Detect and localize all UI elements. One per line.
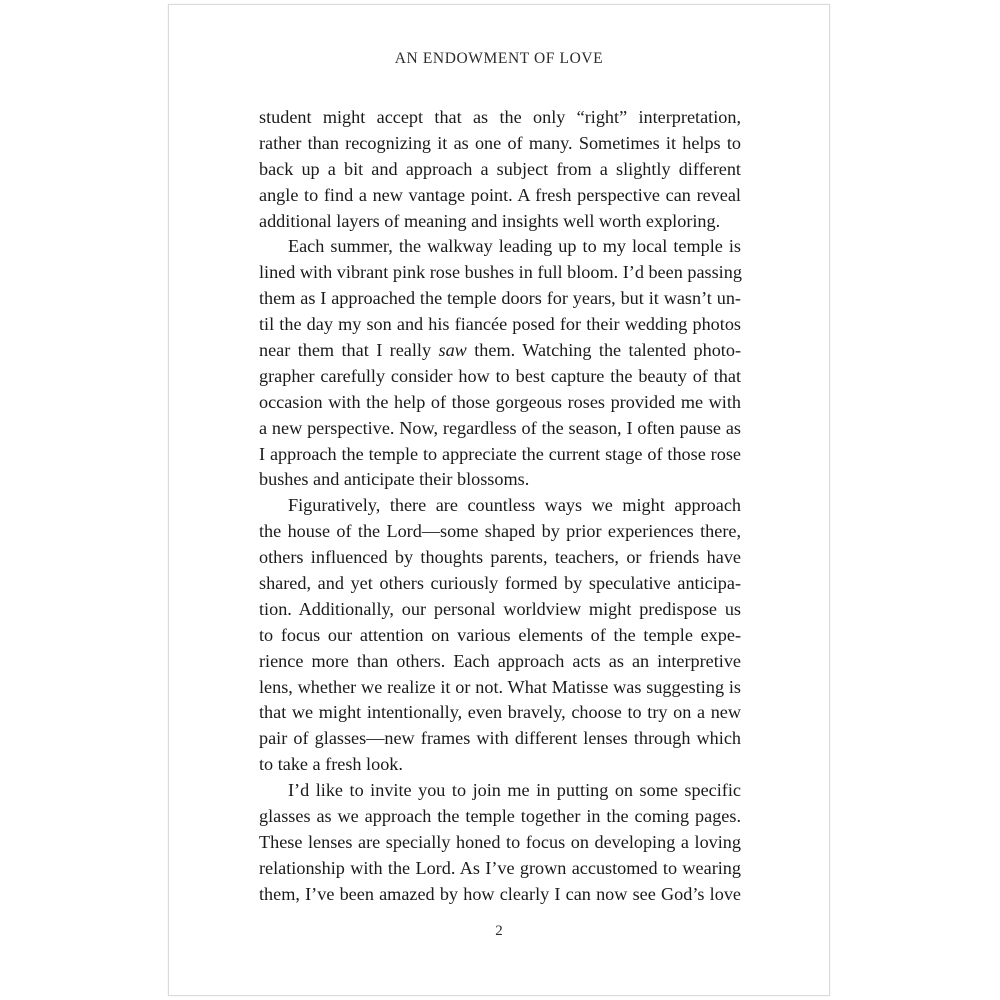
text-run: back up a bit and approach a subject from a slightly different [259,158,741,179]
text-run: bushes and anticipate their blossoms. [259,469,530,490]
text-line [259,623,741,649]
text-line [259,364,741,390]
text-line [259,545,741,571]
text-run: lens, whether we realize it or not. What Matisse was suggesting is [259,676,741,697]
text-line [259,752,741,778]
text-line [259,882,741,908]
running-head: AN ENDOWMENT OF LOVE [394,50,604,67]
text-run: the house of the Lord—some shaped by prior experiences there, [259,521,741,542]
book-page [168,4,830,996]
text-run: til the day my son and his fiancée posed for their wedding photos [259,314,741,335]
text-line [259,183,741,209]
page-number: 2 [495,923,503,939]
text-line [259,416,741,442]
text-run: them. Watching the talented photo- [466,340,741,361]
text-run: occasion with the help of those gorgeous roses provided me with [259,391,741,412]
text-run: I approach the temple to appreciate the current stage of those rose [259,443,741,464]
text-run: lined with vibrant pink rose bushes in full bloom. I’d been passing [259,262,742,283]
text-run: additional layers of meaning and insights well worth exploring. [259,210,721,231]
text-line [259,804,741,830]
text-run: them as I approached the temple doors for years, but it wasn’t un- [259,288,741,309]
text-line [259,312,741,338]
text-line [259,338,741,364]
text-line [259,157,741,183]
text-run: rather than recognizing it as one of many. Sometimes it helps to [259,132,741,153]
text-line [259,260,741,286]
text-run: a new perspective. Now, regardless of the season, I often pause as [259,417,741,438]
text-run: to focus our attention on various elements of the temple expe- [259,624,741,645]
text-line [259,597,741,623]
text-line [259,286,741,312]
text-run: relationship with the Lord. As I’ve grown accustomed to wearing [259,857,741,878]
text-line [259,493,741,519]
text-run: angle to find a new vantage point. A fresh perspective can reveal [259,184,741,205]
text-run: others influenced by thoughts parents, teachers, or friends have [259,547,741,568]
text-line [259,105,741,131]
text-line [259,830,741,856]
text-line [259,571,741,597]
text-line [259,209,741,235]
text-line [259,234,741,260]
text-line [259,467,741,493]
text-run: grapher carefully consider how to best capture the beauty of that [259,365,741,386]
text-run: that we might intentionally, even bravely, choose to try on a new [259,702,741,723]
text-line [259,726,741,752]
text-line [259,675,741,701]
text-line [259,700,741,726]
text-run: I’d like to invite you to join me in putting on some specific [288,780,741,801]
text-line [259,649,741,675]
text-run: tion. Additionally, our personal worldview might predispose us [259,598,741,619]
text-run: them, I’ve been amazed by how clearly I can now see God’s love [259,883,741,904]
text-run: These lenses are specially honed to focus on developing a loving [259,831,741,852]
text-run: glasses as we approach the temple together in the coming pages. [259,806,741,827]
body-text [259,105,741,908]
text-run: rience more than others. Each approach acts as an interpretive [259,650,741,671]
text-line [259,519,741,545]
text-line [259,442,741,468]
text-run: near them that I really [259,340,439,361]
text-run: Figuratively, there are countless ways we might approach [288,495,741,516]
text-run: shared, and yet others curiously formed by speculative anticipa- [259,573,741,594]
text-run: pair of glasses—new frames with different lenses through which [259,728,741,749]
text-run: student might accept that as the only “right” interpretation, [259,107,741,127]
text-line [259,778,741,804]
text-line [259,390,741,416]
text-line [259,856,741,882]
text-run: to take a fresh look. [259,754,403,775]
italic-text: saw [438,340,467,361]
text-run: Each summer, the walkway leading up to my local temple is [288,236,741,257]
text-line [259,131,741,157]
